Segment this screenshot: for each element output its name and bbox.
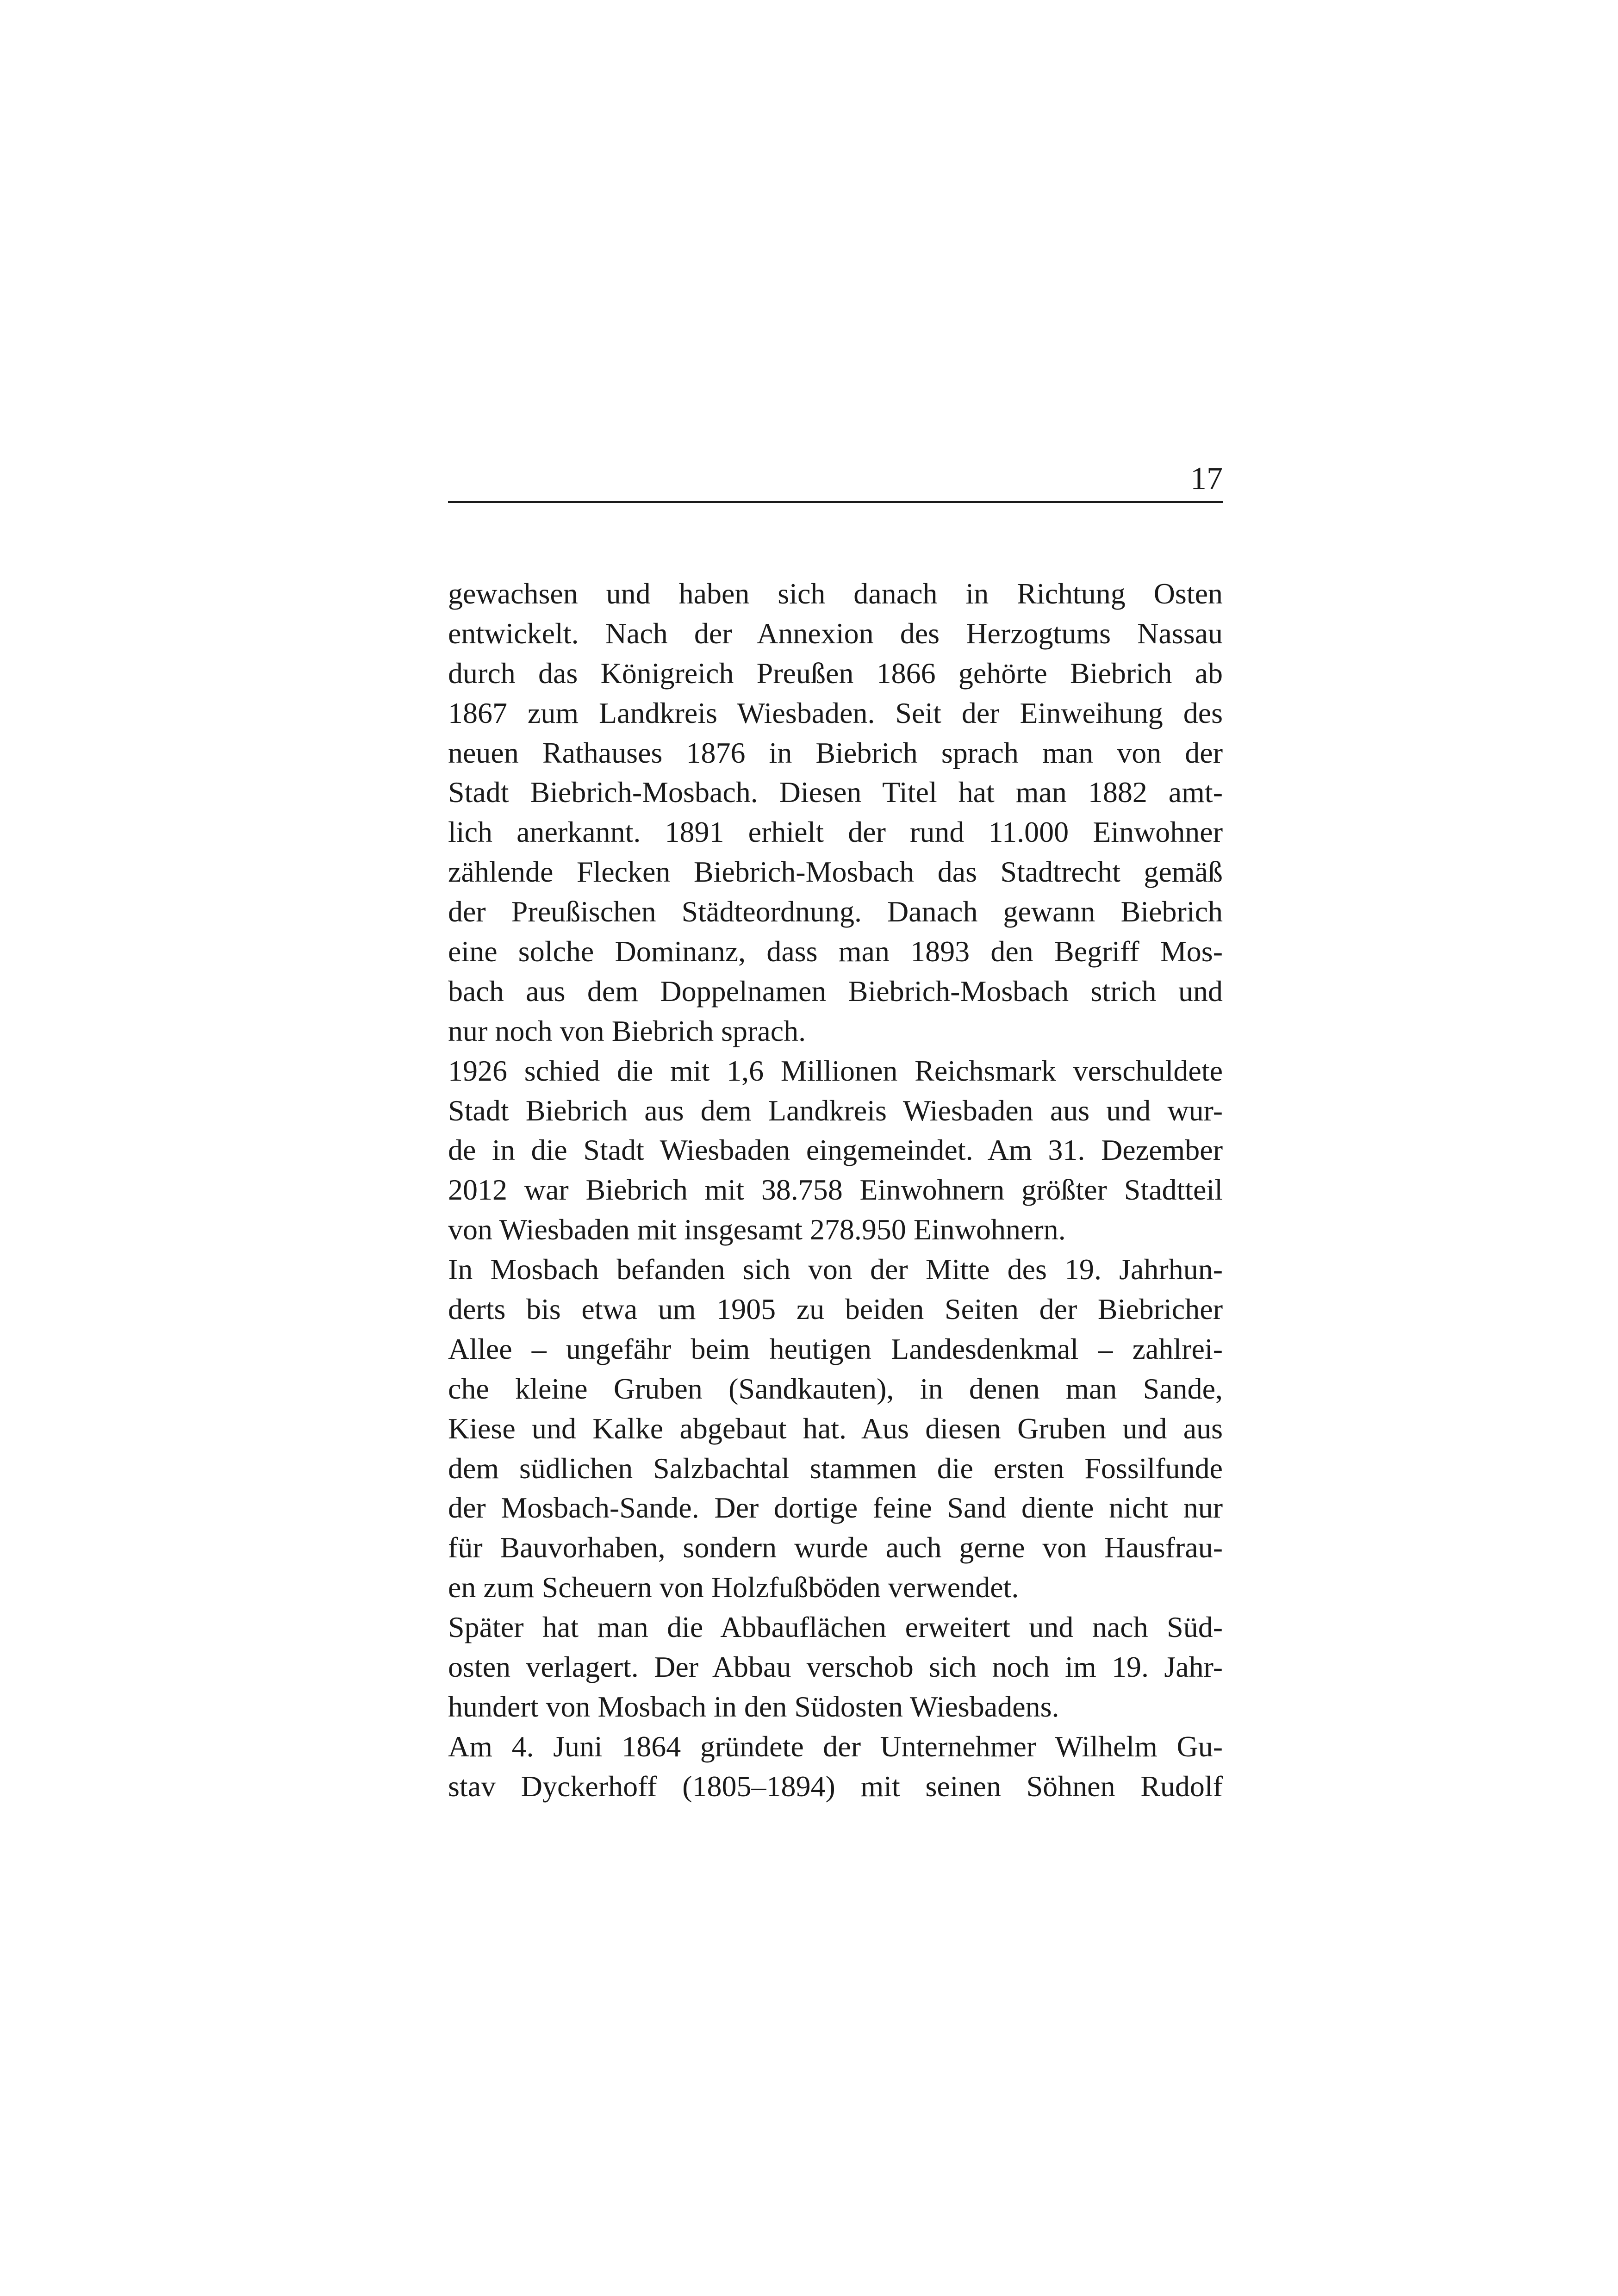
text-line: 1926 schied die mit 1,6 Millionen Reichsmark verschuldete [448, 1054, 1223, 1087]
text-line: en zum Scheuern von Holzfußböden verwendet. [448, 1571, 1019, 1604]
text-line: hundert von Mosbach in den Südosten Wiesbadens. [448, 1690, 1059, 1723]
text-line: gewachsen und haben sich danach in Richtung Osten [448, 577, 1223, 610]
text-line: Stadt Biebrich aus dem Landkreis Wiesbaden aus und wur- [448, 1094, 1223, 1127]
text-line: von Wiesbaden mit insgesamt 278.950 Einwohnern. [448, 1213, 1066, 1246]
text-line: eine solche Dominanz, dass man 1893 den Begriff Mos- [448, 935, 1223, 968]
page-number: 17 [1190, 461, 1223, 497]
header-rule [448, 501, 1223, 503]
text-line: durch das Königreich Preußen 1866 gehörte Biebrich ab [448, 656, 1223, 690]
text-line: Später hat man die Abbauflächen erweitert und nach Süd- [448, 1611, 1223, 1644]
text-line: Am 4. Juni 1864 gründete der Unternehmer Wilhelm Gu- [448, 1730, 1223, 1763]
text-line: Allee – ungefähr beim heutigen Landesdenkmal – zahlrei- [448, 1332, 1223, 1365]
text-line: zählende Flecken Biebrich-Mosbach das Stadtrecht gemäß [448, 855, 1223, 889]
text-line: der Mosbach-Sande. Der dortige feine Sand diente nicht nur [448, 1491, 1223, 1524]
text-line: Stadt Biebrich-Mosbach. Diesen Titel hat man 1882 amt- [448, 776, 1223, 809]
text-line: che kleine Gruben (Sandkauten), in denen man Sande, [448, 1372, 1223, 1405]
text-line: lich anerkannt. 1891 erhielt der rund 11.000 Einwohner [448, 815, 1223, 849]
text-line: der Preußischen Städteordnung. Danach gewann Biebrich [448, 895, 1223, 928]
text-line: Kiese und Kalke abgebaut hat. Aus diesen Gruben und aus [448, 1412, 1223, 1445]
text-line: derts bis etwa um 1905 zu beiden Seiten der Biebricher [448, 1293, 1223, 1326]
text-line: In Mosbach befanden sich von der Mitte des 19. Jahrhun- [448, 1253, 1223, 1286]
text-line: bach aus dem Doppelnamen Biebrich-Mosbach strich und [448, 974, 1223, 1008]
text-line: neuen Rathauses 1876 in Biebrich sprach man von der [448, 736, 1223, 769]
text-line: de in die Stadt Wiesbaden eingemeindet. Am 31. Dezember [448, 1133, 1223, 1167]
text-line: 2012 war Biebrich mit 38.758 Einwohnern größter Stadtteil [448, 1173, 1223, 1207]
text-line: osten verlagert. Der Abbau verschob sich noch im 19. Jahr- [448, 1650, 1223, 1684]
body-text [448, 574, 1223, 1806]
text-line: nur noch von Biebrich sprach. [448, 1014, 806, 1047]
text-line: 1867 zum Landkreis Wiesbaden. Seit der Einweihung des [448, 696, 1223, 729]
text-line: für Bauvorhaben, sondern wurde auch gerne von Hausfrau- [448, 1531, 1223, 1564]
text-line: entwickelt. Nach der Annexion des Herzogtums Nassau [448, 616, 1223, 650]
text-line: dem südlichen Salzbachtal stammen die ersten Fossilfunde [448, 1451, 1223, 1485]
text-line: stav Dyckerhoff (1805–1894) mit seinen Söhnen Rudolf [448, 1769, 1223, 1803]
